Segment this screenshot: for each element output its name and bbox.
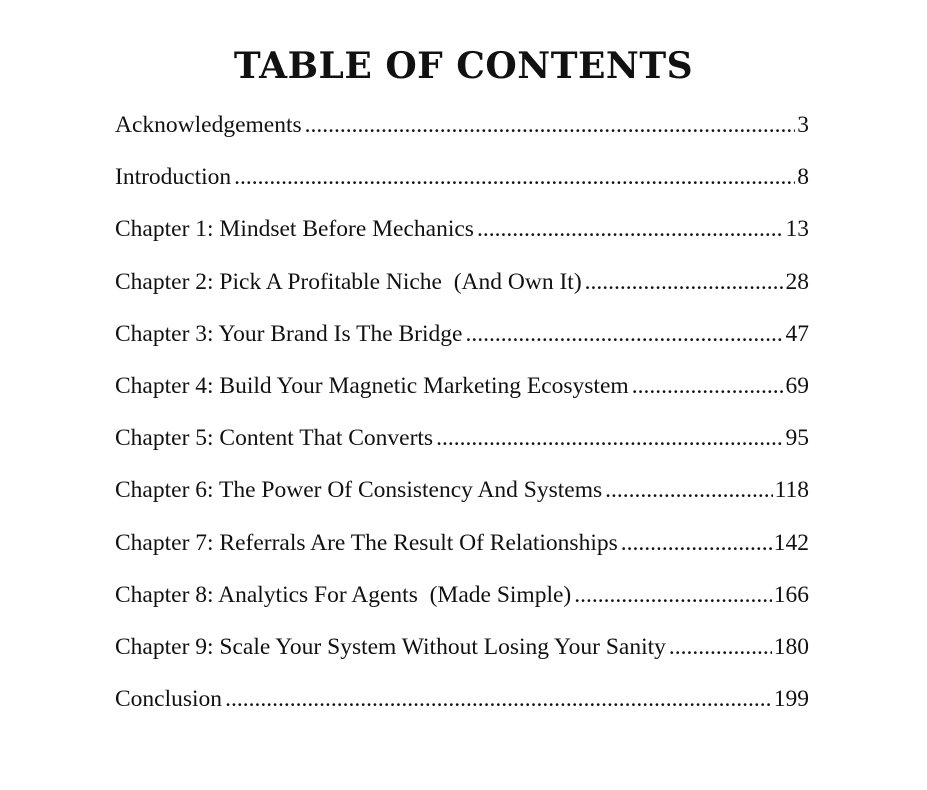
dot-leader (305, 112, 796, 139)
toc-entry-page-number: 95 (785, 425, 809, 452)
toc-entry-page-number: 180 (773, 633, 809, 660)
toc-entry-page-number: 199 (773, 686, 809, 713)
dot-leader (669, 634, 772, 661)
toc-entry-introduction[interactable] (115, 164, 809, 216)
toc-entry-page-number: 166 (773, 581, 809, 608)
toc-entry-chapter-4[interactable] (115, 373, 809, 425)
toc-entry-label: Chapter 7: Referrals Are The Result Of Relationships (115, 529, 618, 556)
toc-entry-label: Chapter 5: Content That Converts (115, 425, 434, 452)
toc-entry-conclusion[interactable] (115, 686, 809, 738)
dot-leader (574, 582, 772, 609)
toc-entry-acknowledgements[interactable] (115, 112, 809, 164)
toc-entry-page-number: 28 (785, 268, 809, 295)
toc-entry-label: Acknowledgements (115, 112, 302, 138)
page-title: TABLE OF CONTENTS (233, 45, 694, 87)
toc-entry-chapter-1[interactable] (115, 216, 809, 268)
toc-entry-chapter-5[interactable] (115, 425, 809, 477)
toc-entry-label: Introduction (115, 164, 232, 191)
dot-leader (477, 216, 784, 243)
toc-entry-page-number: 142 (773, 529, 809, 556)
toc-entry-label: Chapter 6: The Power Of Consistency And Systems (115, 477, 603, 504)
dot-leader (436, 425, 783, 452)
toc-entry-page-number: 47 (785, 320, 809, 347)
dot-leader (632, 373, 784, 400)
toc-entry-label: Chapter 8: Analytics For Agents (Made Simple) (115, 581, 572, 608)
toc-entry-page-number: 69 (785, 372, 809, 399)
toc-entry-chapter-2[interactable] (115, 269, 809, 321)
dot-leader (585, 269, 784, 296)
toc-entry-page-number: 13 (785, 216, 809, 243)
toc-entry-label: Chapter 4: Build Your Magnetic Marketing Ecosystem (115, 372, 629, 399)
toc-entry-page-number: 8 (797, 164, 809, 191)
toc-list (115, 112, 809, 738)
toc-entry-label: Chapter 1: Mindset Before Mechanics (115, 216, 474, 243)
toc-entry-label: Chapter 9: Scale Your System Without Losing Your Sanity (115, 633, 666, 660)
toc-entry-chapter-9[interactable] (115, 634, 809, 686)
dot-leader (605, 477, 772, 504)
toc-entry-chapter-6[interactable] (115, 477, 809, 529)
toc-entry-page-number: 118 (774, 477, 809, 504)
dot-leader (225, 686, 772, 713)
dot-leader (621, 530, 772, 557)
toc-entry-label: Chapter 3: Your Brand Is The Bridge (115, 320, 463, 347)
dot-leader (465, 321, 783, 348)
dot-leader (234, 164, 795, 191)
toc-entry-label: Conclusion (115, 686, 223, 713)
toc-entry-label: Chapter 2: Pick A Profitable Niche (And Own It) (115, 268, 582, 295)
toc-entry-page-number: 3 (797, 112, 809, 138)
toc-entry-chapter-8[interactable] (115, 582, 809, 634)
toc-entry-chapter-3[interactable] (115, 321, 809, 373)
toc-entry-chapter-7[interactable] (115, 530, 809, 582)
